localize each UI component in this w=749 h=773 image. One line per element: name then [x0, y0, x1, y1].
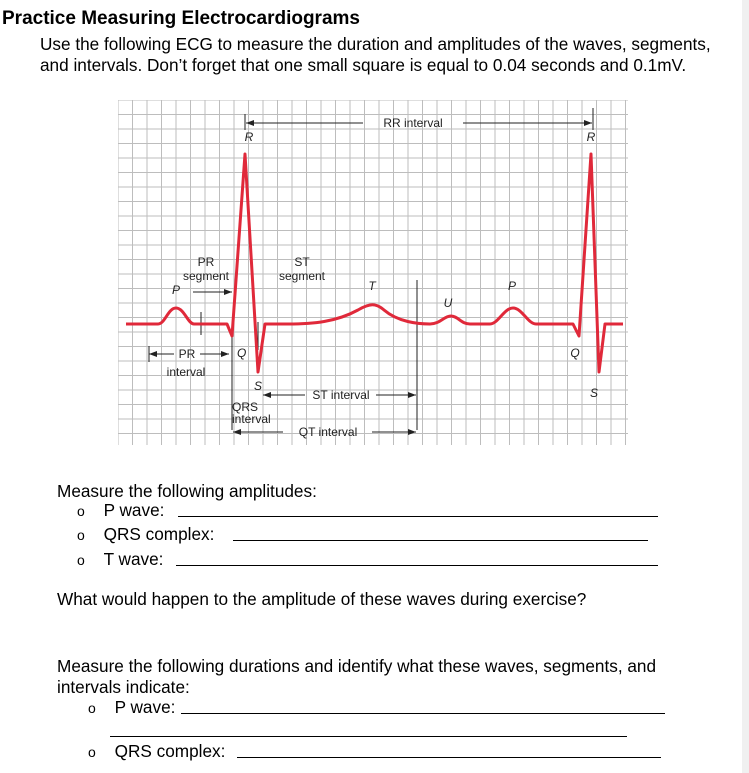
st-segment-label-2: segment	[278, 269, 326, 283]
r-wave-label-1: R	[244, 130, 254, 144]
q-wave-label-2: Q	[570, 346, 580, 360]
amplitude-item-t-wave	[77, 549, 163, 570]
amplitude-label-qrs: QRS complex:	[103, 524, 215, 544]
bullet-icon: o	[77, 552, 85, 568]
p-wave-duration-answer-line[interactable]	[181, 713, 665, 714]
qt-interval-label: QT interval	[298, 425, 358, 439]
bullet-icon: o	[88, 700, 96, 716]
r-wave-label-2: R	[586, 130, 596, 144]
page-title: Practice Measuring Electrocardiograms	[2, 8, 360, 29]
scrollbar[interactable]	[742, 0, 749, 773]
amplitude-item-qrs	[77, 524, 214, 545]
s-wave-label-1: S	[253, 379, 263, 393]
st-interval-label: ST interval	[312, 388, 370, 402]
pr-interval-label-2: interval	[166, 365, 206, 379]
p-wave-label-1: P	[171, 283, 181, 297]
pr-segment-label-2: segment	[182, 269, 230, 283]
ecg-figure	[118, 100, 628, 445]
t-wave-label: T	[368, 279, 376, 293]
bullet-icon: o	[77, 503, 85, 519]
qrs-duration-answer-line[interactable]	[237, 757, 661, 758]
p-wave-amplitude-answer-line[interactable]	[178, 516, 658, 517]
amplitudes-heading: Measure the following amplitudes:	[57, 481, 317, 501]
qrs-interval-label-1: QRS	[232, 400, 259, 414]
p-wave-label-2: P	[507, 279, 517, 293]
amplitude-label-t-wave: T wave:	[103, 549, 164, 569]
s-wave-label-2: S	[589, 386, 599, 400]
duration-item-qrs	[88, 741, 225, 762]
duration-label-qrs: QRS complex:	[114, 741, 226, 761]
pr-segment-label-1: PR	[197, 255, 215, 269]
duration-item-p-wave	[88, 697, 175, 718]
qrs-amplitude-answer-line[interactable]	[233, 540, 648, 541]
bullet-icon: o	[77, 527, 85, 543]
t-wave-amplitude-answer-line[interactable]	[176, 565, 658, 566]
st-segment-label-1: ST	[294, 255, 310, 269]
p-wave-duration-answer-line-2[interactable]	[110, 736, 627, 737]
duration-label-p-wave: P wave:	[114, 697, 176, 717]
bullet-icon: o	[88, 744, 96, 760]
amplitude-label-p-wave: P wave:	[103, 500, 165, 520]
amplitude-item-p-wave	[77, 500, 164, 521]
q-wave-label-1: Q	[237, 346, 247, 360]
qrs-interval-label-2: interval	[232, 412, 271, 426]
pr-interval-label-1: PR	[178, 347, 196, 361]
rr-interval-label: RR interval	[383, 116, 443, 130]
intro-paragraph: Use the following ECG to measure the duration and amplitudes of the waves, segments, and intervals. Don’t forget that one small square is equal to 0.04 seconds and 0.1mV.	[40, 34, 711, 75]
durations-heading: Measure the following durations and identify what these waves, segments, and intervals indicate:	[57, 656, 657, 697]
exercise-question: What would happen to the amplitude of these waves during exercise?	[57, 589, 587, 609]
u-wave-label: U	[443, 296, 453, 310]
